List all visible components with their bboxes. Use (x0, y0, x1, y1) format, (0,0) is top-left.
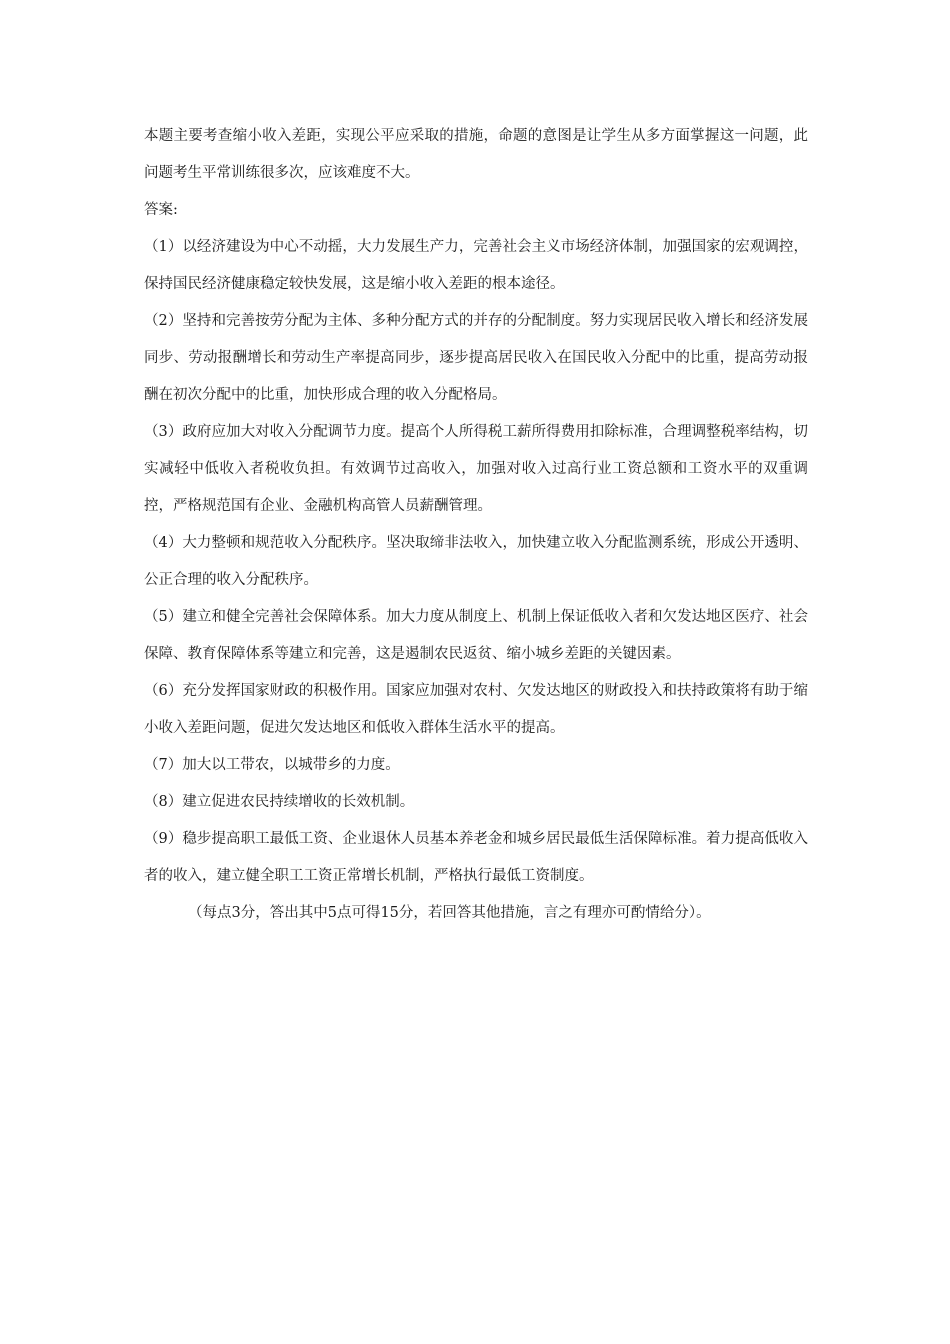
answer-point-3: （3）政府应加大对收入分配调节力度。提高个人所得税工薪所得费用扣除标准，合理调整税率结构，切实减轻中低收入者税收负担。有效调节过高收入，加强对收入过高行业工资总额和工资水平的双重调控，严格规范国有企业、金融机构高管人员薪酬管理。 (144, 424, 808, 514)
answer-point-1: （1）以经济建设为中心不动摇，大力发展生产力，完善社会主义市场经济体制，加强国家的宏观调控，保持国民经济健康稳定较快发展，这是缩小收入差距的根本途径。 (144, 239, 808, 292)
answer-heading: 答案: (144, 202, 178, 218)
document-body (144, 118, 808, 932)
answer-point-2: （2）坚持和完善按劳分配为主体、多种分配方式的并存的分配制度。努力实现居民收入增长和经济发展同步、劳动报酬增长和劳动生产率提高同步，逐步提高居民收入在国民收入分配中的比重，提高劳动报酬在初次分配中的比重，加快形成合理的收入分配格局。 (144, 313, 808, 403)
answer-point-6: （6）充分发挥国家财政的积极作用。国家应加强对农村、欠发达地区的财政投入和扶持政策将有助于缩小收入差距问题，促进欠发达地区和低收入群体生活水平的提高。 (144, 683, 808, 736)
answer-point-9: （9）稳步提高职工最低工资、企业退休人员基本养老金和城乡居民最低生活保障标准。着力提高低收入者的收入，建立健全职工工资正常增长机制，严格执行最低工资制度。 (144, 831, 808, 884)
answer-point-7: （7）加大以工带农，以城带乡的力度。 (144, 757, 400, 773)
answer-point-4: （4）大力整顿和规范收入分配秩序。坚决取缔非法收入，加快建立收入分配监测系统，形成公开透明、公正合理的收入分配秩序。 (144, 535, 808, 588)
answer-point-8: （8）建立促进农民持续增收的长效机制。 (144, 794, 415, 810)
answer-point-5: （5）建立和健全完善社会保障体系。加大力度从制度上、机制上保证低收入者和欠发达地区医疗、社会保障、教育保障体系等建立和完善，这是遏制农民返贫、缩小城乡差距的关键因素。 (144, 609, 808, 662)
scoring-note: （每点3分，答出其中5点可得15分，若回答其他措施，言之有理亦可酌情给分）。 (188, 905, 711, 921)
analysis-paragraph: 本题主要考查缩小收入差距，实现公平应采取的措施，命题的意图是让学生从多方面掌握这一问题，此问题考生平常训练很多次，应该难度不大。 (144, 128, 808, 181)
